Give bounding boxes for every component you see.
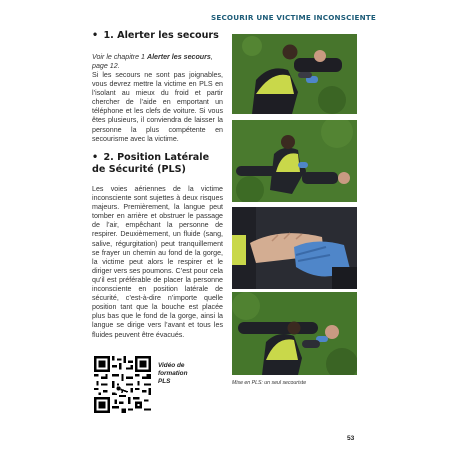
reference-chapter-title: Alerter les secours xyxy=(146,53,211,61)
reference-suffix: , page 12. xyxy=(92,53,213,71)
body-paragraph-alert: Si les secours ne sont pas joignables, vous devrez mettre la victime en PLS en l’isolant au mieux du froid et partir chercher de l’aide en emportant un téléphone et les clefs de voiture. Si vous êtes plusieurs, il conviendra de laisser la personne la plus compétente en secourisme avec la victime. xyxy=(92,71,223,143)
qr-caption xyxy=(158,362,218,386)
reference-prefix: Voir le chapitre 1 xyxy=(92,53,147,61)
pls-photo-step-1 xyxy=(232,34,357,114)
page-number: 53 xyxy=(347,435,355,442)
section-title-alert: 1. Alerter les secours xyxy=(103,30,219,41)
qr-code-block[interactable] xyxy=(94,356,224,416)
body-paragraph-pls: Les voies aériennes de la victime inconsciente sont sujettes à deux risques majeurs. Premièrement, la langue peut tomber en arrière et obstruer le passage de l’air, empêchant la personne de respirer. Deuxièmement, un fluide (sang, salive, régurgitation) peut tranquillement se frayer un chemin au fond de la gorge, la victime peut alors le respirer et le diriger vers ses poumons. C’est pour cela qu’il est préférable de placer la personne inconsciente en position latérale de sécurité, c’est-à-dire n’importe quelle position tant que la bouche est placée plus bas que le fond de la gorge, ainsi la langue se dirige vers l’avant et tous les fluides peuvent être évacués. xyxy=(92,185,223,339)
photo-caption: Mise en PLS: un seul secouriste xyxy=(232,380,307,386)
pls-photo-step-4 xyxy=(232,292,357,375)
qr-caption-line: PLS xyxy=(158,378,171,385)
running-head: SECOURIR UNE VICTIME INCONSCIENTE xyxy=(210,13,376,22)
qr-caption-line: formation xyxy=(158,370,188,377)
pls-photo-step-3 xyxy=(232,207,357,289)
chapter-reference xyxy=(92,53,223,71)
section-heading-alert xyxy=(92,30,219,42)
qr-code-icon[interactable] xyxy=(94,356,151,413)
section-title-pls: 2. Position Latérale de Sécurité (PLS) xyxy=(92,152,210,175)
heading-bullet: • xyxy=(92,30,99,41)
qr-caption-line: Vidéo de xyxy=(158,362,185,369)
heading-bullet: • xyxy=(92,152,99,163)
section-heading-pls xyxy=(92,152,223,176)
pls-photo-step-2 xyxy=(232,120,357,202)
